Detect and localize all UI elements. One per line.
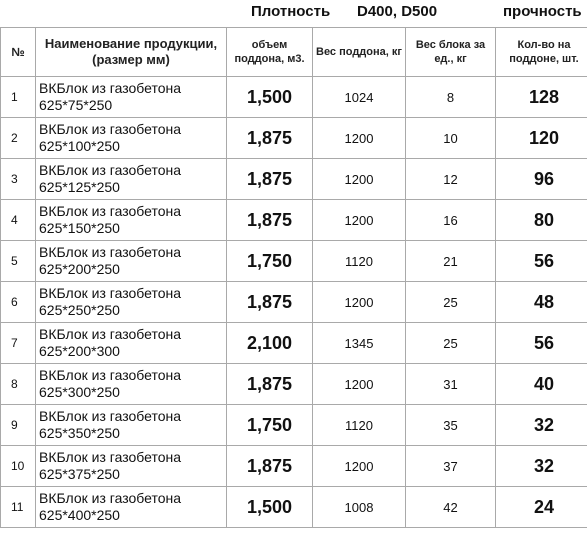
column-header-block-weight: Вес блока за ед., кг bbox=[406, 28, 496, 77]
pallet-weight: 1120 bbox=[313, 241, 406, 282]
product-name-line1: ВКБлок из газобетона bbox=[39, 244, 181, 260]
product-size: 625*75*250 bbox=[39, 97, 113, 113]
pallet-volume: 1,875 bbox=[227, 364, 313, 405]
block-weight: 8 bbox=[406, 77, 496, 118]
product-size: 625*375*250 bbox=[39, 466, 120, 482]
product-size: 625*150*250 bbox=[39, 220, 120, 236]
product-name-line1: ВКБлок из газобетона bbox=[39, 162, 181, 178]
product-name bbox=[36, 446, 227, 487]
product-name-line1: ВКБлок из газобетона bbox=[39, 490, 181, 506]
product-name bbox=[36, 364, 227, 405]
product-name-line1: ВКБлок из газобетона bbox=[39, 285, 181, 301]
pallet-count: 40 bbox=[496, 364, 587, 405]
pallet-weight: 1200 bbox=[313, 159, 406, 200]
product-name bbox=[36, 200, 227, 241]
pallet-volume: 2,100 bbox=[227, 323, 313, 364]
product-size: 625*350*250 bbox=[39, 425, 120, 441]
table-row bbox=[1, 282, 587, 323]
pallet-volume: 1,875 bbox=[227, 282, 313, 323]
pallet-volume: 1,875 bbox=[227, 118, 313, 159]
product-name bbox=[36, 487, 227, 528]
block-weight: 21 bbox=[406, 241, 496, 282]
product-name-line1: ВКБлок из газобетона bbox=[39, 367, 181, 383]
product-size: 625*125*250 bbox=[39, 179, 120, 195]
table-row bbox=[1, 405, 587, 446]
product-size: 625*300*250 bbox=[39, 384, 120, 400]
pallet-count: 24 bbox=[496, 487, 587, 528]
table-row bbox=[1, 118, 587, 159]
pallet-weight: 1200 bbox=[313, 364, 406, 405]
block-weight: 35 bbox=[406, 405, 496, 446]
pallet-weight: 1200 bbox=[313, 282, 406, 323]
header-line bbox=[0, 0, 587, 27]
pallet-count: 96 bbox=[496, 159, 587, 200]
product-name-line1: ВКБлок из газобетона bbox=[39, 408, 181, 424]
row-number: 2 bbox=[1, 118, 36, 159]
product-name-line1: ВКБлок из газобетона bbox=[39, 326, 181, 342]
product-size: 625*250*250 bbox=[39, 302, 120, 318]
block-weight: 37 bbox=[406, 446, 496, 487]
table-row bbox=[1, 487, 587, 528]
pallet-volume: 1,750 bbox=[227, 405, 313, 446]
row-number: 9 bbox=[1, 405, 36, 446]
table-row bbox=[1, 446, 587, 487]
product-name-line1: ВКБлок из газобетона bbox=[39, 449, 181, 465]
pallet-weight: 1345 bbox=[313, 323, 406, 364]
row-number: 8 bbox=[1, 364, 36, 405]
product-name bbox=[36, 405, 227, 446]
pallet-volume: 1,875 bbox=[227, 200, 313, 241]
pallet-count: 80 bbox=[496, 200, 587, 241]
table-header-row bbox=[1, 28, 587, 77]
pallet-count: 128 bbox=[496, 77, 587, 118]
row-number: 4 bbox=[1, 200, 36, 241]
table-row bbox=[1, 241, 587, 282]
block-weight: 31 bbox=[406, 364, 496, 405]
product-name bbox=[36, 323, 227, 364]
block-weight: 10 bbox=[406, 118, 496, 159]
pallet-count: 120 bbox=[496, 118, 587, 159]
column-header-count: Кол-во на поддоне, шт. bbox=[496, 28, 587, 77]
column-header-name: Наименование продукции, (размер мм) bbox=[36, 28, 227, 77]
pallet-weight: 1200 bbox=[313, 446, 406, 487]
block-weight: 12 bbox=[406, 159, 496, 200]
pallet-volume: 1,500 bbox=[227, 77, 313, 118]
product-size: 625*400*250 bbox=[39, 507, 120, 523]
table-row bbox=[1, 200, 587, 241]
density-values: D400, D500 bbox=[357, 3, 438, 20]
product-name bbox=[36, 282, 227, 323]
pallet-weight: 1120 bbox=[313, 405, 406, 446]
product-size: 625*100*250 bbox=[39, 138, 120, 154]
pallet-weight: 1008 bbox=[313, 487, 406, 528]
product-name bbox=[36, 241, 227, 282]
pallet-count: 48 bbox=[496, 282, 587, 323]
column-header-num: № bbox=[1, 28, 36, 77]
pallet-volume: 1,875 bbox=[227, 446, 313, 487]
column-header-volume: объем поддона, м3. bbox=[227, 28, 313, 77]
row-number: 1 bbox=[1, 77, 36, 118]
product-size: 625*200*250 bbox=[39, 261, 120, 277]
pallet-volume: 1,500 bbox=[227, 487, 313, 528]
table-row bbox=[1, 77, 587, 118]
block-weight: 42 bbox=[406, 487, 496, 528]
table-row bbox=[1, 323, 587, 364]
row-number: 11 bbox=[1, 487, 36, 528]
product-name-line1: ВКБлок из газобетона bbox=[39, 80, 181, 96]
pallet-weight: 1200 bbox=[313, 200, 406, 241]
pallet-count: 56 bbox=[496, 323, 587, 364]
product-table bbox=[0, 27, 587, 528]
row-number: 3 bbox=[1, 159, 36, 200]
row-number: 10 bbox=[1, 446, 36, 487]
block-weight: 25 bbox=[406, 282, 496, 323]
pallet-weight: 1200 bbox=[313, 118, 406, 159]
row-number: 7 bbox=[1, 323, 36, 364]
row-number: 6 bbox=[1, 282, 36, 323]
product-size: 625*200*300 bbox=[39, 343, 120, 359]
block-weight: 16 bbox=[406, 200, 496, 241]
pallet-count: 56 bbox=[496, 241, 587, 282]
table-row bbox=[1, 159, 587, 200]
product-name bbox=[36, 118, 227, 159]
block-weight: 25 bbox=[406, 323, 496, 364]
product-name bbox=[36, 159, 227, 200]
column-header-pallet-weight: Вес поддона, кг bbox=[313, 28, 406, 77]
strength-label: прочность bbox=[503, 3, 582, 20]
density-label: Плотность bbox=[251, 3, 331, 20]
table-row bbox=[1, 364, 587, 405]
pallet-volume: 1,750 bbox=[227, 241, 313, 282]
pallet-count: 32 bbox=[496, 405, 587, 446]
product-name-line1: ВКБлок из газобетона bbox=[39, 121, 181, 137]
pallet-count: 32 bbox=[496, 446, 587, 487]
product-name bbox=[36, 77, 227, 118]
pallet-weight: 1024 bbox=[313, 77, 406, 118]
pallet-volume: 1,875 bbox=[227, 159, 313, 200]
product-name-line1: ВКБлок из газобетона bbox=[39, 203, 181, 219]
row-number: 5 bbox=[1, 241, 36, 282]
